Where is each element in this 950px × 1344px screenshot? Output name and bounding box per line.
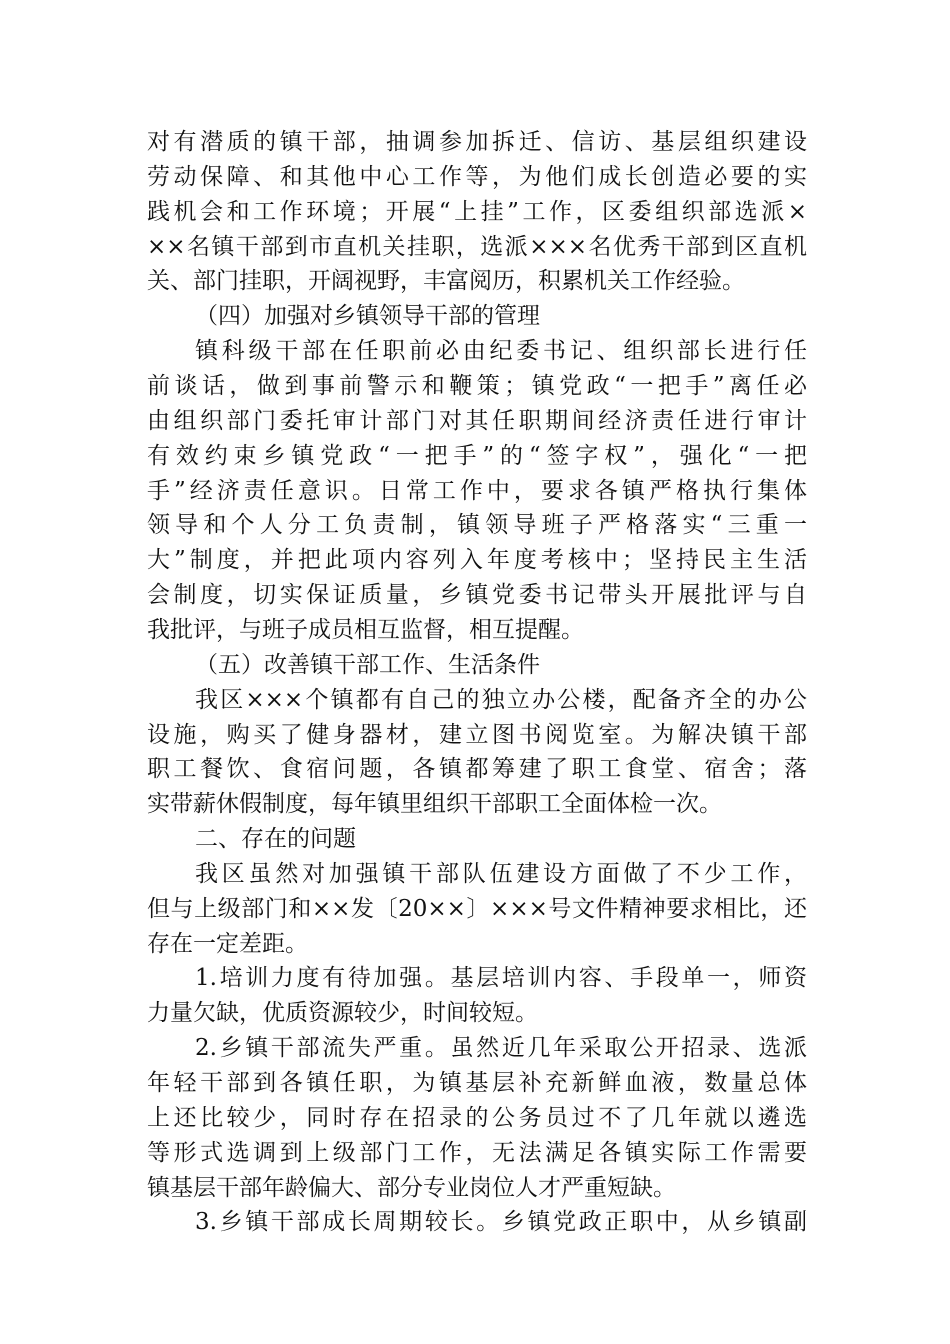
text-line: 等形式选调到上级部门工作，无法满足各镇实际工作需要 [147, 1139, 807, 1166]
text-line: 2.乡镇干部流失严重。虽然近几年采取公开招录、选派 [195, 1035, 807, 1062]
text-line: 3.乡镇干部成长周期较长。乡镇党政正职中，从乡镇副 [195, 1209, 807, 1236]
text-line: 职工餐饮、食宿问题，各镇都筹建了职工食堂、宿舍；落 [147, 756, 807, 783]
text-line: 大”制度，并把此项内容列入年度考核中；坚持民主生活 [147, 547, 807, 574]
text-line: 领导和个人分工负责制，镇领导班子严格落实“三重一 [147, 512, 807, 539]
text-line: 存在一定差距。 [147, 930, 308, 957]
text-line: 镇科级干部在任职前必由纪委书记、组织部长进行任 [195, 338, 807, 365]
text-line: 前谈话，做到事前警示和鞭策；镇党政“一把手”离任必 [147, 373, 807, 399]
text-line: 有效约束乡镇党政“一把手”的“签字权”，强化“一把 [147, 442, 807, 469]
text-line: ××名镇干部到市直机关挂职，选派×××名优秀干部到区直机 [147, 233, 807, 260]
section-heading: （四）加强对乡镇领导干部的管理 [195, 303, 540, 330]
text-line: 年轻干部到各镇任职，为镇基层补充新鲜血液，数量总体 [147, 1070, 807, 1096]
text-line: 手”经济责任意识。日常工作中，要求各镇严格执行集体 [147, 477, 807, 504]
text-line: 但与上级部门和××发〔20××〕×××号文件精神要求相比，还 [147, 895, 807, 922]
text-line: 践机会和工作环境；开展“上挂”工作，区委组织部选派× [147, 198, 807, 225]
text-line: 力量欠缺，优质资源较少，时间较短。 [147, 1000, 538, 1027]
text-line: 镇基层干部年龄偏大、部分专业岗位人才严重短缺。 [147, 1174, 676, 1201]
text-line: 我区虽然对加强镇干部队伍建设方面做了不少工作， [195, 860, 807, 887]
section-heading: （五）改善镇干部工作、生活条件 [195, 651, 540, 678]
section-heading: 二、存在的问题 [195, 826, 356, 852]
text-line: 由组织部门委托审计部门对其任职期间经济责任进行审计 [147, 407, 807, 434]
text-line: 劳动保障、和其他中心工作等，为他们成长创造必要的实 [147, 163, 807, 190]
text-line: 关、部门挂职，开阔视野，丰富阅历，积累机关工作经验。 [147, 268, 745, 295]
text-line: 我区×××个镇都有自己的独立办公楼，配备齐全的办公 [195, 686, 807, 713]
text-line: 实带薪休假制度，每年镇里组织干部职工全面体检一次。 [147, 791, 722, 818]
text-line: 设施，购买了健身器材，建立图书阅览室。为解决镇干部 [147, 721, 807, 748]
text-line: 我批评，与班子成员相互监督，相互提醒。 [147, 616, 584, 643]
text-line: 会制度，切实保证质量，乡镇党委书记带头开展批评与自 [147, 582, 807, 608]
text-line: 1.培训力度有待加强。基层培训内容、手段单一，师资 [195, 965, 807, 992]
text-line: 对有潜质的镇干部，抽调参加拆迁、信访、基层组织建设 [147, 129, 807, 155]
text-line: 上还比较少，同时存在招录的公务员过不了几年就以遴选 [147, 1104, 807, 1131]
